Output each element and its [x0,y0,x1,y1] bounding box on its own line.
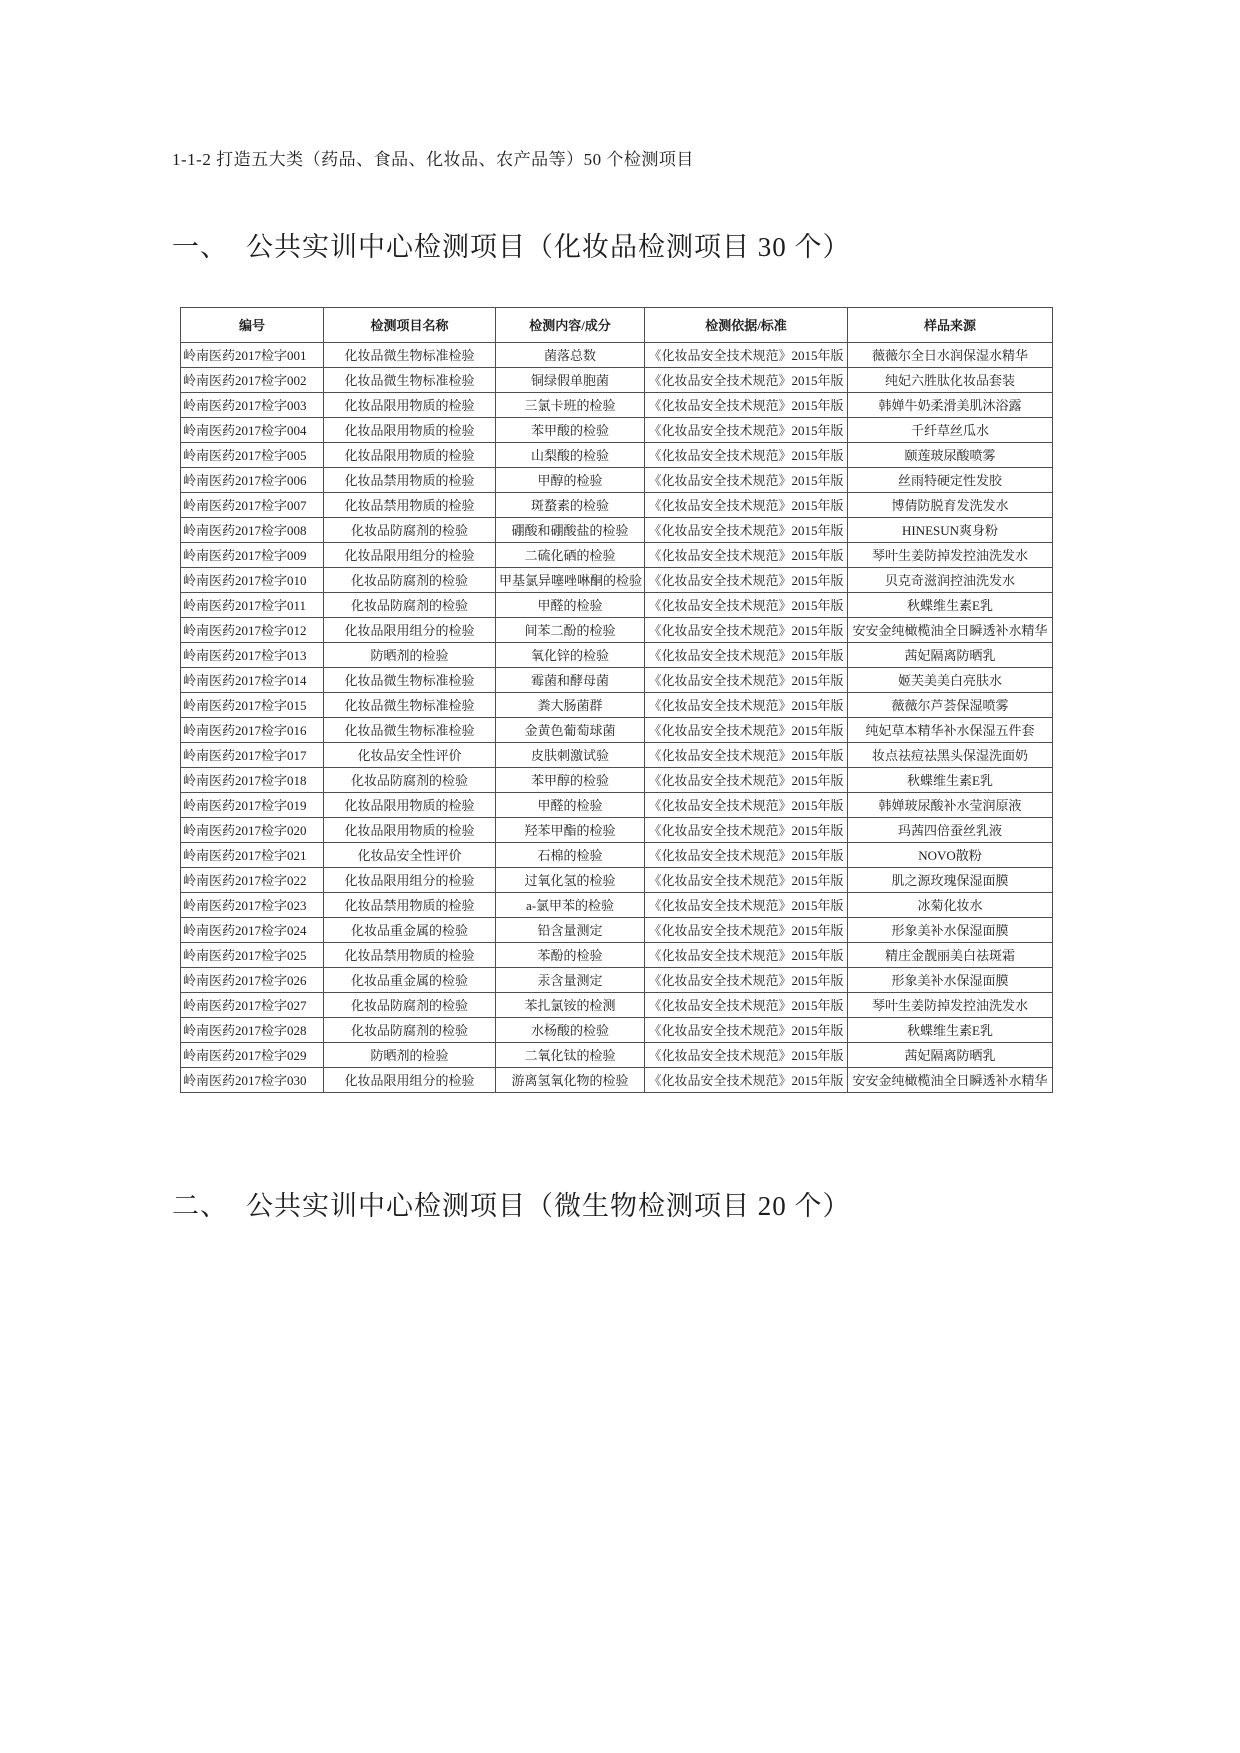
section1-title-text: 公共实训中心检测项目（化妆品检测项目 30 个） [246,231,851,262]
table-cell: 岭南医药2017检字020 [181,817,324,842]
table-cell: 岭南医药2017检字005 [181,442,324,467]
table-cell: 纯妃草本精华补水保湿五件套 [848,717,1053,742]
table-row [181,892,1053,917]
table-cell: 安安金纯橄榄油全日瞬透补水精华 [848,1067,1053,1092]
table-cell: 岭南医药2017检字015 [181,692,324,717]
table-cell: 化妆品微生物标准检验 [324,342,496,367]
column-header: 编号 [181,307,324,342]
table-row [181,867,1053,892]
table-cell: 姬芙美美白亮肤水 [848,667,1053,692]
table-cell: 化妆品限用物质的检验 [324,442,496,467]
table-cell: 妆点祛痘祛黑头保湿洗面奶 [848,742,1053,767]
table-cell: 玛茜四倍蚕丝乳液 [848,817,1053,842]
table-cell: 皮肤刺激试验 [496,742,645,767]
table-row [181,642,1053,667]
column-header: 样品来源 [848,307,1053,342]
table-cell: 岭南医药2017检字029 [181,1042,324,1067]
table-cell: 苯甲酸的检验 [496,417,645,442]
table-cell: 岭南医药2017检字009 [181,542,324,567]
table-cell: 岭南医药2017检字023 [181,892,324,917]
table-cell: 韩婵牛奶柔滑美肌沐浴露 [848,392,1053,417]
table-row [181,667,1053,692]
table-cell: 《化妆品安全技术规范》2015年版 [645,542,848,567]
table-cell: 苯酚的检验 [496,942,645,967]
table-row [181,442,1053,467]
table-cell: 岭南医药2017检字010 [181,567,324,592]
table-cell: 化妆品限用物质的检验 [324,392,496,417]
table-cell: 岭南医药2017检字027 [181,992,324,1017]
table-cell: 岭南医药2017检字030 [181,1067,324,1092]
table-cell: 纯妃六胜肽化妆品套装 [848,367,1053,392]
table-cell: 《化妆品安全技术规范》2015年版 [645,467,848,492]
table-header-row [181,307,1053,342]
table-cell: 《化妆品安全技术规范》2015年版 [645,1042,848,1067]
table-cell: 化妆品防腐剂的检验 [324,767,496,792]
table-row [181,1042,1053,1067]
table-cell: 岭南医药2017检字006 [181,467,324,492]
table-cell: 防晒剂的检验 [324,642,496,667]
table-row [181,617,1053,642]
table-cell: 化妆品限用物质的检验 [324,817,496,842]
table-cell: 《化妆品安全技术规范》2015年版 [645,817,848,842]
table-cell: 《化妆品安全技术规范》2015年版 [645,1067,848,1092]
table-row [181,517,1053,542]
table-cell: 岭南医药2017检字022 [181,867,324,892]
table-cell: 氧化锌的检验 [496,642,645,667]
table-cell: 二硫化硒的检验 [496,542,645,567]
table-cell: 《化妆品安全技术规范》2015年版 [645,792,848,817]
table-cell: 甲醛的检验 [496,792,645,817]
table-cell: 秋蝶维生素E乳 [848,592,1053,617]
table-cell: 三氯卡班的检验 [496,392,645,417]
table-row [181,392,1053,417]
table-cell: 茜妃隔离防晒乳 [848,642,1053,667]
table-cell: 防晒剂的检验 [324,1042,496,1067]
table-cell: 粪大肠菌群 [496,692,645,717]
table-cell: 琴叶生姜防掉发控油洗发水 [848,542,1053,567]
table-row [181,842,1053,867]
table-row [181,767,1053,792]
table-cell: 《化妆品安全技术规范》2015年版 [645,942,848,967]
table-cell: 形象美补水保湿面膜 [848,967,1053,992]
table-cell: 《化妆品安全技术规范》2015年版 [645,492,848,517]
table-cell: 铅含量测定 [496,917,645,942]
table-cell: 石棉的检验 [496,842,645,867]
table-cell: 岭南医药2017检字016 [181,717,324,742]
column-header: 检测项目名称 [324,307,496,342]
table-cell: NOVO散粉 [848,842,1053,867]
table-row [181,417,1053,442]
table-cell: 岭南医药2017检字002 [181,367,324,392]
table-cell: 岭南医药2017检字026 [181,967,324,992]
table-cell: 岭南医药2017检字007 [181,492,324,517]
table-cell: 菌落总数 [496,342,645,367]
table-cell: 《化妆品安全技术规范》2015年版 [645,692,848,717]
table-cell: 岭南医药2017检字019 [181,792,324,817]
table-cell: 《化妆品安全技术规范》2015年版 [645,967,848,992]
table-cell: 化妆品重金属的检验 [324,917,496,942]
table-row [181,542,1053,567]
section2-title [172,1189,1240,1224]
table-cell: 《化妆品安全技术规范》2015年版 [645,742,848,767]
table-cell: 《化妆品安全技术规范》2015年版 [645,717,848,742]
table-cell: 化妆品禁用物质的检验 [324,892,496,917]
table-cell: 肌之源玫瑰保湿面膜 [848,867,1053,892]
table-cell: 化妆品防腐剂的检验 [324,1017,496,1042]
table-row [181,592,1053,617]
table-cell: 《化妆品安全技术规范》2015年版 [645,442,848,467]
table-cell: 《化妆品安全技术规范》2015年版 [645,842,848,867]
table-cell: 茜妃隔离防晒乳 [848,1042,1053,1067]
table-cell: 《化妆品安全技术规范》2015年版 [645,392,848,417]
table-cell: 丝雨特硬定性发胶 [848,467,1053,492]
table-cell: 二氧化钛的检验 [496,1042,645,1067]
table-cell: 《化妆品安全技术规范》2015年版 [645,767,848,792]
table-row [181,717,1053,742]
table-cell: 化妆品禁用物质的检验 [324,467,496,492]
table-cell: 千纤草丝瓜水 [848,417,1053,442]
section2-number: 二、 [172,1190,228,1221]
table-cell: 《化妆品安全技术规范》2015年版 [645,992,848,1017]
table-cell: 苯甲醇的检验 [496,767,645,792]
table-cell: 《化妆品安全技术规范》2015年版 [645,417,848,442]
table-cell: 甲醛的检验 [496,592,645,617]
table-cell: 硼酸和硼酸盐的检验 [496,517,645,542]
table-cell: 岭南医药2017检字021 [181,842,324,867]
table-cell: 颐莲玻尿酸喷雾 [848,442,1053,467]
table-cell: 化妆品限用组分的检验 [324,867,496,892]
column-header: 检测依据/标准 [645,307,848,342]
table-row [181,567,1053,592]
table-cell: 安安金纯橄榄油全日瞬透补水精华 [848,617,1053,642]
table-cell: 化妆品限用物质的检验 [324,417,496,442]
table-cell: 秋蝶维生素E乳 [848,767,1053,792]
table-cell: 岭南医药2017检字008 [181,517,324,542]
table-cell: 《化妆品安全技术规范》2015年版 [645,642,848,667]
table-cell: 铜绿假单胞菌 [496,367,645,392]
table-cell: 岭南医药2017检字018 [181,767,324,792]
table-row [181,792,1053,817]
table-cell: 岭南医药2017检字014 [181,667,324,692]
table-cell: 化妆品防腐剂的检验 [324,592,496,617]
table-cell: 《化妆品安全技术规范》2015年版 [645,567,848,592]
table-row [181,917,1053,942]
table-cell: 岭南医药2017检字011 [181,592,324,617]
table-row [181,467,1053,492]
table-cell: 薇薇尔芦荟保湿喷雾 [848,692,1053,717]
table-row [181,742,1053,767]
table-cell: 化妆品安全性评价 [324,742,496,767]
table-cell: 化妆品安全性评价 [324,842,496,867]
table-cell: 岭南医药2017检字028 [181,1017,324,1042]
table-cell: 间苯二酚的检验 [496,617,645,642]
table-cell: 金黄色葡萄球菌 [496,717,645,742]
table-cell: 化妆品限用组分的检验 [324,617,496,642]
table-cell: 薇薇尔全日水润保湿水精华 [848,342,1053,367]
table-row [181,942,1053,967]
table-cell: 斑蝥素的检验 [496,492,645,517]
table-cell: 化妆品防腐剂的检验 [324,567,496,592]
table-row [181,342,1053,367]
table-cell: 贝克奇滋润控油洗发水 [848,567,1053,592]
table-row [181,992,1053,1017]
table-cell: 化妆品重金属的检验 [324,967,496,992]
table-cell: 博倩防脱育发洗发水 [848,492,1053,517]
table-cell: 游离氢氧化物的检验 [496,1067,645,1092]
table-cell: 化妆品限用组分的检验 [324,542,496,567]
table-row [181,367,1053,392]
table-cell: 岭南医药2017检字001 [181,342,324,367]
table-cell: 过氧化氢的检验 [496,867,645,892]
table-cell: 精庄金靓丽美白祛斑霜 [848,942,1053,967]
detection-items-table [180,307,1053,1093]
table-body [181,342,1053,1092]
table-cell: 《化妆品安全技术规范》2015年版 [645,667,848,692]
table-cell: 《化妆品安全技术规范》2015年版 [645,517,848,542]
table-cell: 汞含量测定 [496,967,645,992]
table-row [181,492,1053,517]
table-cell: 化妆品防腐剂的检验 [324,517,496,542]
column-header: 检测内容/成分 [496,307,645,342]
section2-title-text: 公共实训中心检测项目（微生物检测项目 20 个） [246,1190,851,1221]
table-cell: 《化妆品安全技术规范》2015年版 [645,617,848,642]
table-cell: 羟苯甲酯的检验 [496,817,645,842]
table-cell: 水杨酸的检验 [496,1017,645,1042]
table-cell: 《化妆品安全技术规范》2015年版 [645,917,848,942]
table-cell: 《化妆品安全技术规范》2015年版 [645,592,848,617]
table-cell: 化妆品禁用物质的检验 [324,942,496,967]
table-cell: a-氯甲苯的检验 [496,892,645,917]
table-cell: 岭南医药2017检字004 [181,417,324,442]
intro-paragraph: 1-1-2 打造五大类（药品、食品、化妆品、农产品等）50 个检测项目 [172,150,694,169]
section1-title [172,230,1240,265]
table-cell: 秋蝶维生素E乳 [848,1017,1053,1042]
table-cell: 岭南医药2017检字024 [181,917,324,942]
table-head [181,307,1053,342]
table-cell: 甲基氯异噻唑啉酮的检验 [496,567,645,592]
table-cell: 韩婵玻尿酸补水莹润原液 [848,792,1053,817]
table-row [181,1017,1053,1042]
table-cell: 化妆品防腐剂的检验 [324,992,496,1017]
section1-number: 一、 [172,231,228,262]
table-cell: 化妆品微生物标准检验 [324,367,496,392]
table-row [181,692,1053,717]
table-cell: 化妆品限用物质的检验 [324,792,496,817]
table-cell: 甲醇的检验 [496,467,645,492]
table-cell: 岭南医药2017检字013 [181,642,324,667]
table-row [181,967,1053,992]
table-cell: 琴叶生姜防掉发控油洗发水 [848,992,1053,1017]
table-cell: 《化妆品安全技术规范》2015年版 [645,367,848,392]
table-cell: 《化妆品安全技术规范》2015年版 [645,867,848,892]
table-cell: 岭南医药2017检字017 [181,742,324,767]
table-row [181,1067,1053,1092]
table-cell: 化妆品微生物标准检验 [324,692,496,717]
table-cell: 霉菌和酵母菌 [496,667,645,692]
table-cell: 冰菊化妆水 [848,892,1053,917]
table-cell: 岭南医药2017检字012 [181,617,324,642]
table-cell: 岭南医药2017检字003 [181,392,324,417]
table-cell: 化妆品限用组分的检验 [324,1067,496,1092]
table-cell: 岭南医药2017检字025 [181,942,324,967]
table-cell: 山梨酸的检验 [496,442,645,467]
table-cell: 《化妆品安全技术规范》2015年版 [645,342,848,367]
table-cell: 化妆品微生物标准检验 [324,667,496,692]
table-row [181,817,1053,842]
table-cell: 形象美补水保湿面膜 [848,917,1053,942]
table-cell: 化妆品微生物标准检验 [324,717,496,742]
table-cell: 苯扎氯铵的检测 [496,992,645,1017]
table-cell: HINESUN爽身粉 [848,517,1053,542]
table-cell: 《化妆品安全技术规范》2015年版 [645,892,848,917]
table-cell: 《化妆品安全技术规范》2015年版 [645,1017,848,1042]
table-cell: 化妆品禁用物质的检验 [324,492,496,517]
